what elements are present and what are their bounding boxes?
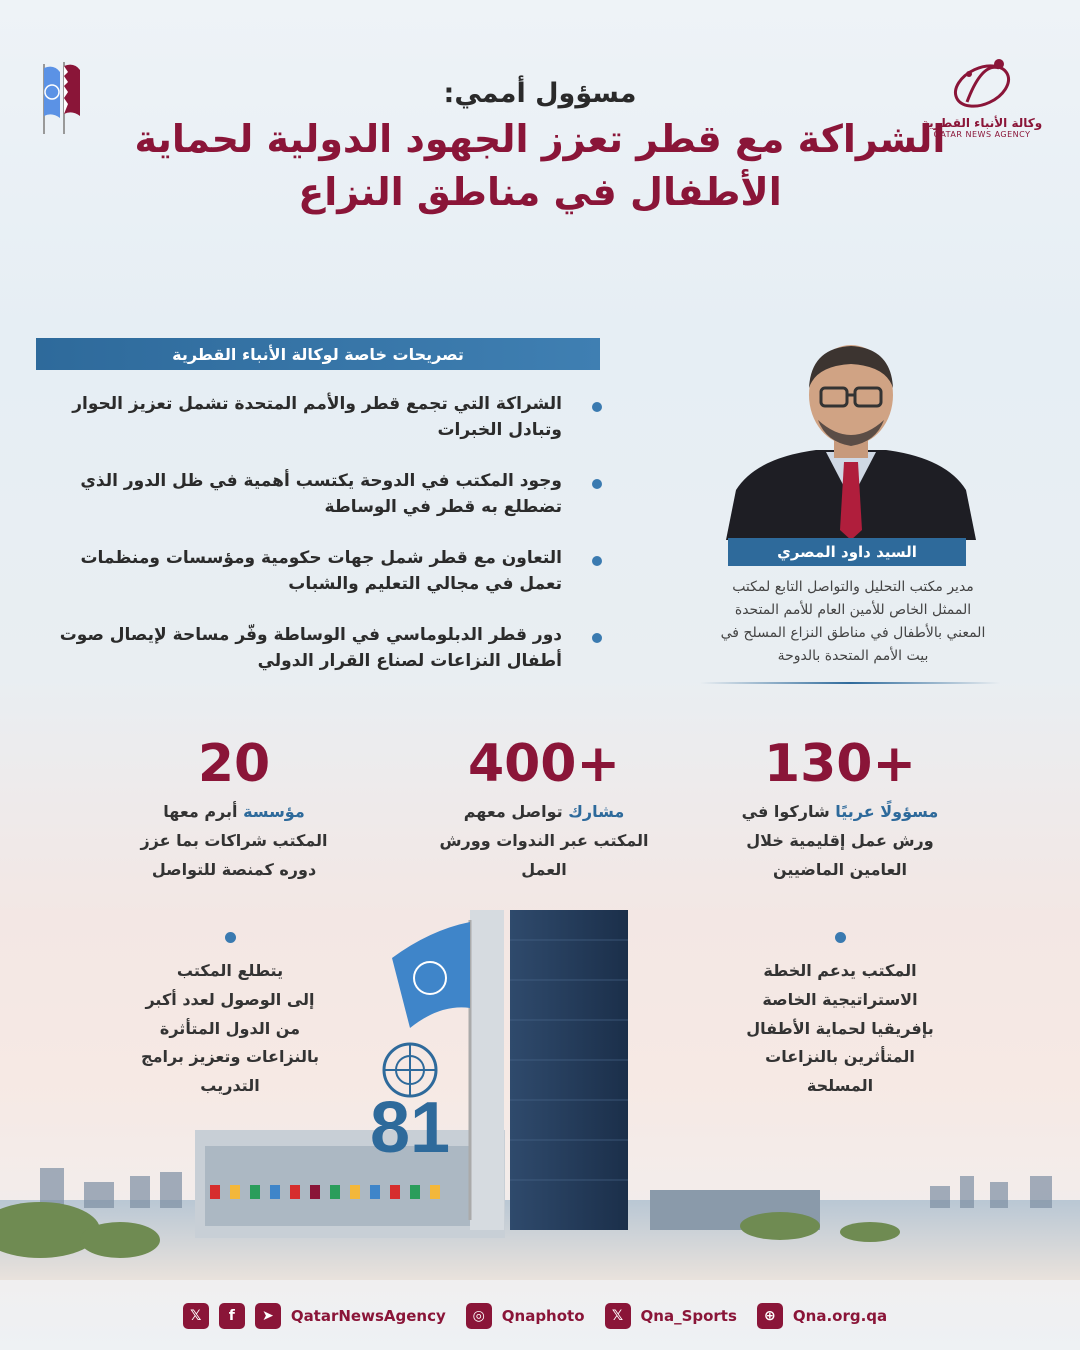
note-line: بالنزاعات وتعزيز برامج	[141, 1047, 319, 1067]
telegram-icon[interactable]: ➤	[255, 1303, 281, 1329]
social-footer	[0, 1296, 1080, 1336]
official-role-line: الممثل الخاص للأمين العام للأمم المتحدة	[734, 602, 972, 619]
note-africa-strategy	[730, 932, 950, 1101]
statements-list	[36, 392, 606, 700]
note-expansion	[120, 932, 340, 1101]
note-line: إلى الوصول لعدد أكبر	[145, 989, 315, 1009]
divider	[700, 682, 1000, 684]
stat-highlight: مشارك	[568, 802, 625, 821]
note-line: بإفريقيا لحماية الأطفال	[746, 1018, 934, 1038]
official-role-line: بيت الأمم المتحدة بالدوحة	[777, 648, 929, 665]
note-line: الاستراتيجية الخاصة	[762, 989, 918, 1009]
stat-number: 400+	[467, 734, 621, 794]
note-line: المسلحة	[806, 1076, 874, 1096]
stat-highlight: مؤسسة	[243, 802, 305, 821]
stat-line: العمل	[521, 859, 567, 879]
statement-item	[36, 623, 606, 674]
logo-english-text: QATAR NEWS AGENCY	[933, 130, 1031, 139]
facebook-icon[interactable]: f	[219, 1303, 245, 1329]
note-line: المتأثرين بالنزاعات	[765, 1047, 915, 1067]
instagram-icon[interactable]: ◎	[466, 1303, 492, 1329]
stat-text	[710, 798, 970, 884]
handle-main-link[interactable]: QatarNewsAgency	[290, 1307, 446, 1325]
website-link[interactable]: Qna.org.qa	[792, 1307, 888, 1325]
headline-title-line-1: الشراكة مع قطر تعزز الجهود الدولية لحماية	[134, 117, 946, 161]
stat-number: 130+	[763, 734, 917, 794]
headline-kicker: مسؤول أممي:	[443, 78, 637, 109]
statement-item	[36, 546, 606, 597]
stat-line: شاركوا في	[741, 802, 836, 821]
headline-title-line-2: الأطفال في مناطق النزاع	[298, 170, 782, 215]
stat-officials	[710, 734, 970, 884]
stat-highlight: مسؤولًا عربيًا	[835, 802, 939, 821]
bullet-dot-icon	[592, 556, 602, 566]
x-icon[interactable]: 𝕏	[183, 1303, 209, 1329]
stat-line: العامين الماضيين	[772, 859, 908, 879]
bullet-dot-icon	[592, 633, 602, 643]
stat-participants	[414, 734, 674, 884]
stat-line: أبرم معها	[163, 802, 244, 821]
statement-item	[36, 469, 606, 520]
statement-text: وجود المكتب في الدوحة يكتسب أهمية في ظل الدور الذي تضطلع به قطر في الوساطة	[80, 471, 562, 517]
stat-line: تواصل معهم	[463, 802, 569, 821]
official-profile	[690, 340, 1020, 700]
globe-icon[interactable]: ⊕	[757, 1303, 783, 1329]
note-line: التدريب	[200, 1076, 260, 1096]
headline	[0, 78, 1080, 222]
logo-arabic-text: وكالة الأنباء القطرية	[921, 116, 1043, 130]
bullet-dot-icon	[225, 932, 236, 943]
note-line: يتطلع المكتب	[176, 961, 284, 980]
x-icon[interactable]: 𝕏	[605, 1303, 631, 1329]
stat-text	[414, 798, 674, 884]
statement-item	[36, 392, 606, 443]
bullet-dot-icon	[592, 479, 602, 489]
note-line: من الدول المتأثرة	[159, 1018, 301, 1038]
stat-line: المكتب شراكات بما عزز	[140, 830, 328, 850]
stat-line: المكتب عبر الندوات وورش	[439, 830, 649, 850]
statement-text: التعاون مع قطر شمل جهات حكومية ومؤسسات ومنظمات تعمل في مجالي التعليم والشباب	[80, 548, 562, 594]
stat-number: 20	[197, 734, 271, 794]
handle-photo-link[interactable]: Qnaphoto	[501, 1307, 585, 1325]
statement-text: دور قطر الدبلوماسي في الوساطة وفّر مساحة لإيصال صوت أطفال النزاعات لصناع القرار الدولي	[59, 625, 562, 671]
official-role-line: المعني بالأطفال في مناطق النزاع المسلح في	[720, 625, 986, 642]
stat-institutions	[104, 734, 364, 884]
official-name: السيد داود المصري	[728, 538, 966, 566]
official-photo	[726, 340, 976, 540]
stat-line: ورش عمل إقليمية خلال	[746, 830, 934, 850]
handle-sports-link[interactable]: Qna_Sports	[640, 1307, 737, 1325]
bullet-dot-icon	[592, 402, 602, 412]
statements-banner: تصريحات خاصة لوكالة الأنباء القطرية	[36, 338, 600, 370]
bullet-dot-icon	[835, 932, 846, 943]
official-role-line: مدير مكتب التحليل والتواصل التابع لمكتب	[732, 579, 974, 595]
stat-text	[104, 798, 364, 884]
official-role	[690, 576, 1016, 668]
note-line: المكتب يدعم الخطة	[763, 961, 917, 980]
anniversary-number: 81	[369, 1088, 451, 1168]
stat-line: دوره كمنصة للتواصل	[151, 859, 317, 879]
statement-text: الشراكة التي تجمع قطر والأمم المتحدة تشمل تعزيز الحوار وتبادل الخبرات	[72, 394, 562, 440]
